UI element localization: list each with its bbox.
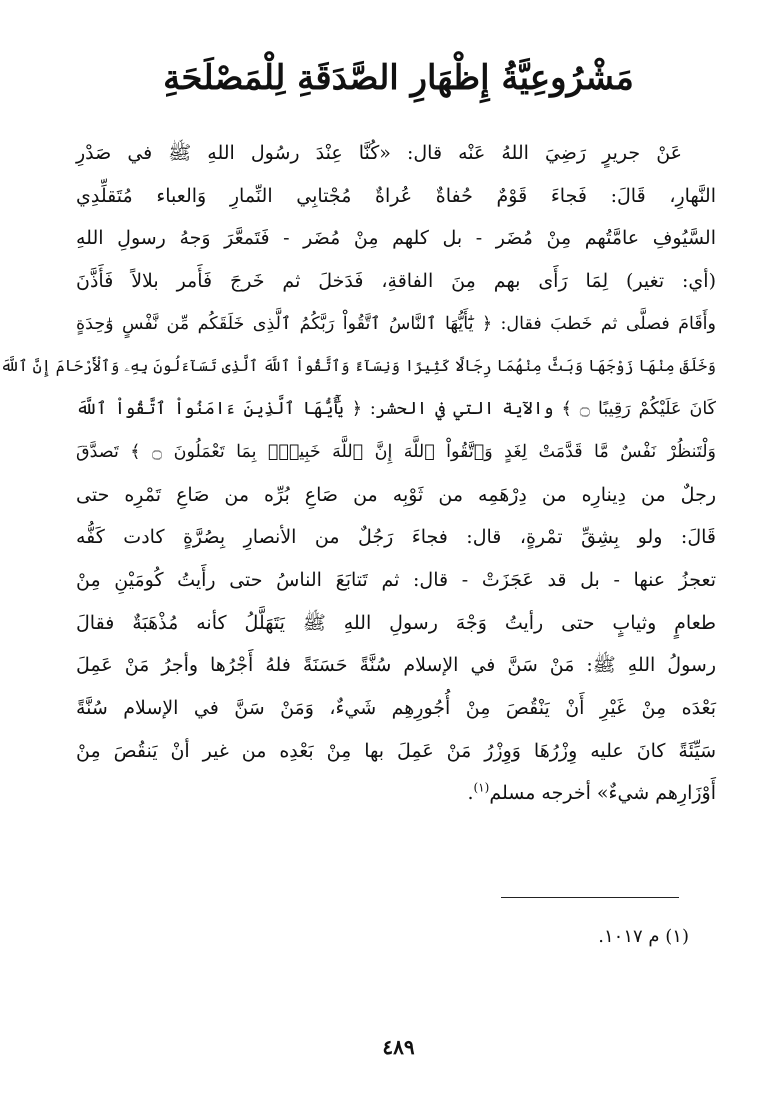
text-line: وأَقَامَ فصلَّى ثم خَطبَ فقال: ﴿ يَٰٓأَيُّهَا ٱلنَّاسُ ٱتَّقُواْ رَبَّكُمُ ٱلَّذِى خَلَقَكُم مِّن نَّفْسٍ وَٰحِدَةٍ [76,313,716,334]
text-line: السَّيُوفِ عامَّتُهم مِنْ مُضَر - بل كلهم مِنْ مُضَر - فَتَمعَّرَ وَجهُ رسولِ اللهِ [76,227,716,250]
text-line: بَعْدَه مِنْ غَيْرِ أَنْ يَنْقُصَ مِنْ أُجُورِهِم شَيءٌ، وَمَنْ سَنَّ في الإسلام سُنَّةً [76,696,716,719]
text-line: النَّهارِ، قَالَ: فَجاءَ قَوْمٌ حُفاةٌ عُراةٌ مُجْتابِي النِّمارِ وَالعباء مُتَقلِّدِي [76,184,716,207]
footnote-divider [501,897,679,898]
quran-line: وَخَلَقَ مِنْهَا زَوْجَهَا وَبَثَّ مِنْهُمَا رِجَالًا كَثِيرًا وَنِسَآءً وَٱتَّقُواْ ٱللَّهَ ٱلَّذِى تَسَآءَلُونَ بِهِۦ وَٱلْأَرْحَامَ إِنَّ ٱللَّهَ [0,357,716,376]
text-line-last [76,772,716,815]
text-line: عَنْ جريرٍ رَضِيَ اللهُ عَنْه قال: «كُنَّا عِنْدَ رسُول اللهِ ﷺ في صَدْرِ [76,142,682,164]
quran-line: وَلْتَنظُرْ نَفْسٌ مَّا قَدَّمَتْ لِغَدٍ وَٱتَّقُواْ ٱللَّهَ إِنَّ ٱللَّهَ خَبِيرٌۢ بِمَا تَعْمَلُونَ ۝ ﴾ تَصدَّقَ [76,441,716,462]
text-line: تعجزُ عنها - بل قد عَجَزَتْ - قال: ثم تَتابَعَ الناسُ حتى رأَيتُ كُومَيْنِ مِنْ [76,568,716,591]
page-title: مَشْرُوعِيَّةُ إِظْهَارِ الصَّدَقَةِ لِلْمَصْلَحَةِ [163,58,634,98]
text-line: (أي: تغير) لِمَا رَأَى بهم مِنَ الفاقةِ، فَدَخلَ ثم خَرجَ فَأَمر بلالاً فَأَذَّنَ [76,270,716,293]
text-line: كَانَ عَلَيْكُمْ رَقِيبًا ۝ ﴾ والآية التي في الحشر: ﴿ يَٰٓأَيُّهَا ٱلَّذِينَ ءَامَنُواْ ٱتَّقُواْ ٱللَّهَ [76,399,716,420]
page-number: ٤٨٩ [382,1035,415,1059]
text-line: رسولُ اللهِ ﷺ: مَنْ سَنَّ في الإسلام سُنَّةً حَسَنَةً فلهُ أَجْرُها وأجرُ مَنْ عَمِلَ [76,654,716,677]
text-line: طعامٍ وثيابٍ حتى رأيتُ وَجْهَ رسولِ اللهِ ﷺ يَتَهَلَّلُ كأنه مُذْهَبَةٌ فقالَ [76,611,716,634]
hadith-body [0,132,716,815]
text-line: سَيِّئَةً كانَ عليه وِزْرُهَا وَوِزْرُ مَنْ عَمِلَ بها مِنْ بَعْدِه من غير أنْ يَنقُصَ مِنْ [76,739,716,762]
text-line-content: أَوْزَارِهم شيءٌ» أخرجه مسلم [489,782,716,805]
text-line: رجلٌ من دِينارِه من دِرْهَمِه من ثَوْبِه من صَاعِ بُرِّه من صَاعِ تَمْرِه حتى [76,483,716,506]
footnote: (١) م ١٠١٧. [598,926,689,947]
footnote-reference: (١) [473,780,490,795]
text-line: قَالَ: ولو بِشِقِّ تمْرةٍ، قال: فجاءَ رَجُلٌ من الأنصارِ بِصُرَّةٍ كادت كَفُّه [76,526,716,549]
sentence-period: . [467,782,474,805]
